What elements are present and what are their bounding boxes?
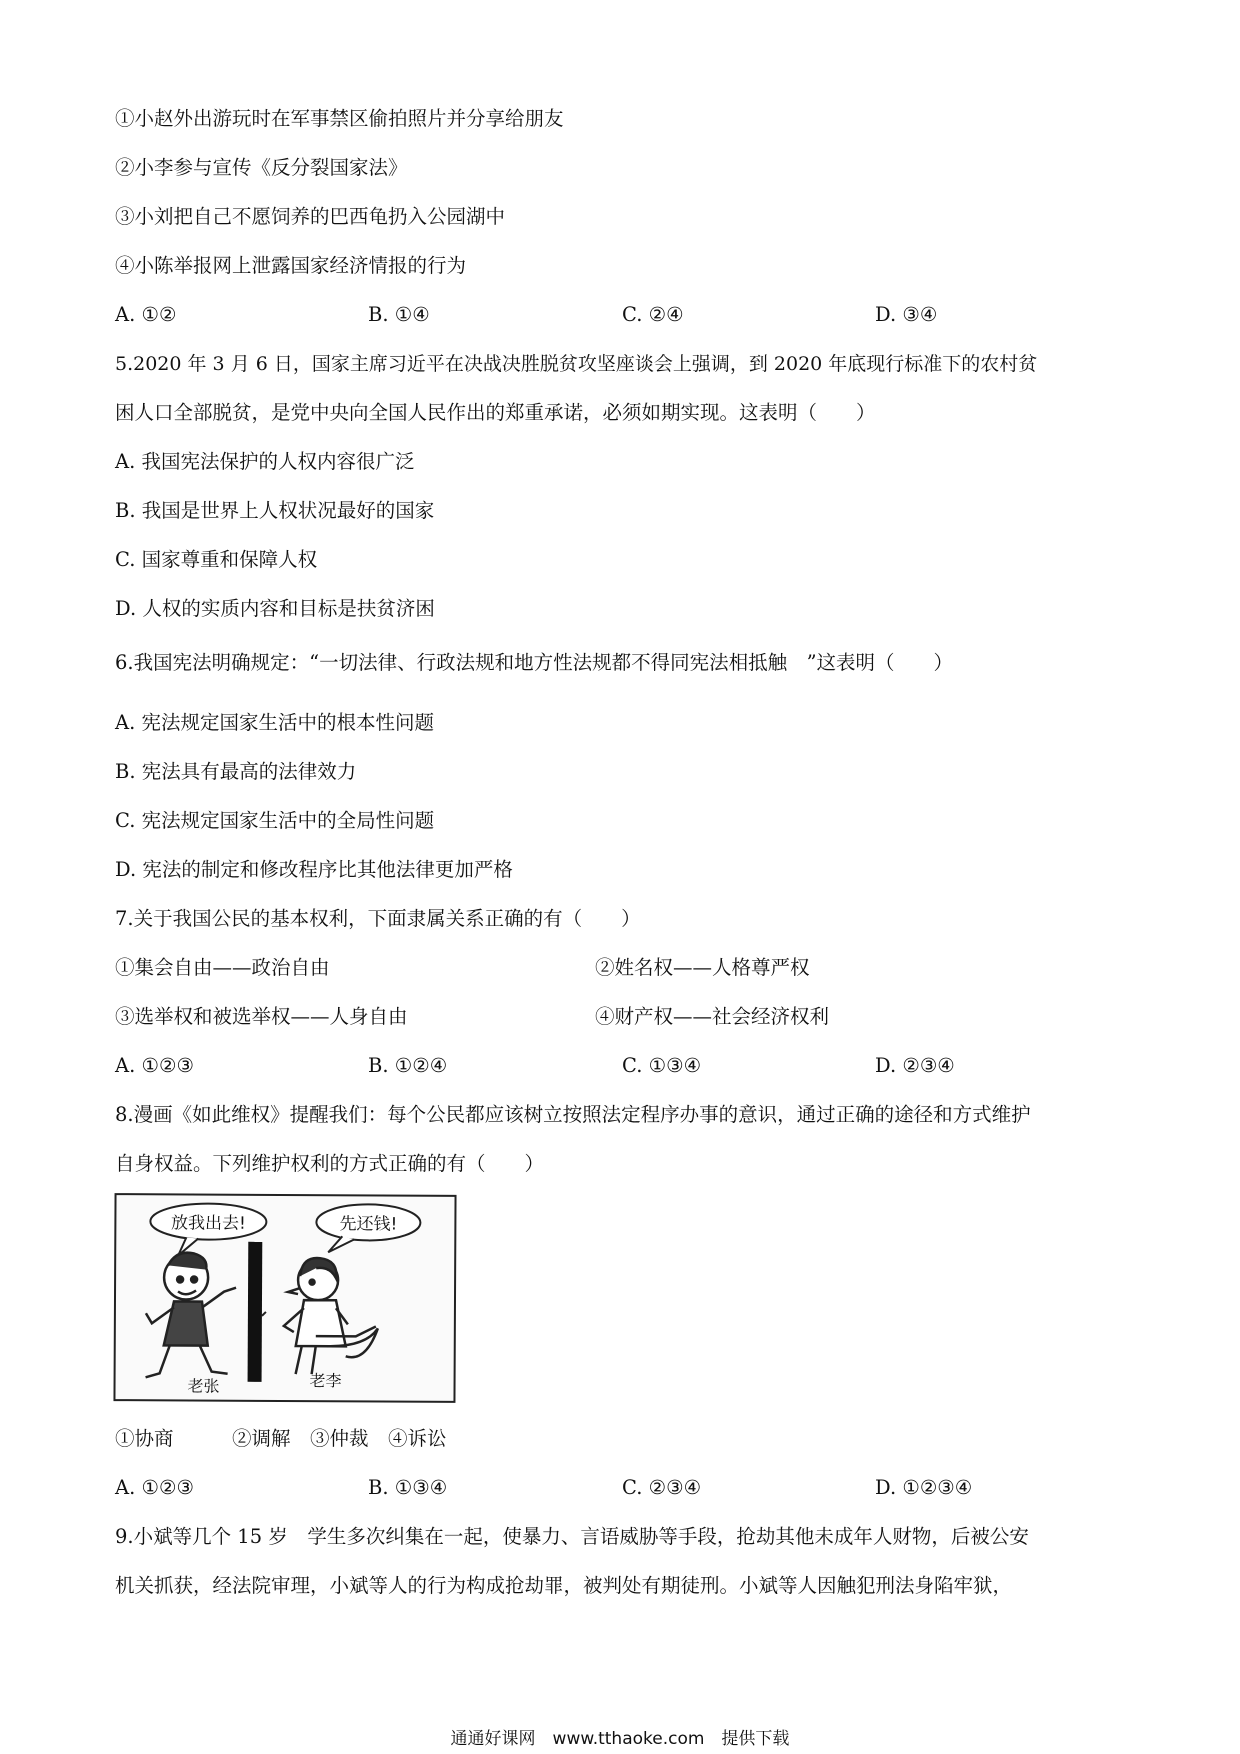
q9-stem-line2: 机关抓获，经法院审理，小斌等人的行为构成抢劫罪，被判处有期徒刑。小斌等人因触犯刑法身陷牢狱， (115, 1574, 1013, 1597)
figure-lao-zhang (146, 1252, 237, 1377)
q8-option-b: B. ①③④ (368, 1476, 448, 1499)
q6-option-a: A. 宪法规定国家生活中的根本性问题 (115, 711, 434, 734)
q5-option-c: C. 国家尊重和保障人权 (115, 548, 318, 571)
q5-option-b: B. 我国是世界上人权状况最好的国家 (115, 499, 435, 522)
q7-stem: 7.关于我国公民的基本权利，下面隶属关系正确的有（ ） (115, 907, 641, 930)
q7-item-4: ④财产权——社会经济权利 (595, 1005, 830, 1028)
q8-cartoon (113, 1193, 456, 1403)
bubble-right-text: 先还钱! (339, 1214, 398, 1235)
q4-option-a: A. ①② (115, 303, 177, 326)
page-footer: 通通好课网 www.tthaoke.com 提供下载 (450, 1729, 790, 1749)
q8-option-c: C. ②③④ (622, 1476, 702, 1499)
q7-option-a: A. ①②③ (115, 1054, 194, 1077)
q8-option-a: A. ①②③ (115, 1476, 194, 1499)
q5-option-a: A. 我国宪法保护的人权内容很广泛 (115, 450, 415, 473)
q5-option-d: D. 人权的实质内容和目标是扶贫济困 (115, 597, 435, 620)
bubble-left-text: 放我出去! (170, 1213, 246, 1234)
q4-option-d: D. ③④ (875, 303, 938, 326)
q7-item-3: ③选举权和被选举权——人身自由 (115, 1005, 408, 1028)
q6-stem: 6.我国宪法明确规定：“一切法律、行政法规和地方性法规都不得同宪法相抵触 ”这表明（ ） (115, 651, 954, 674)
q7-item-2: ②姓名权——人格尊严权 (595, 956, 810, 979)
q5-stem-line2: 困人口全部脱贫，是党中央向全国人民作出的郑重承诺，必须如期实现。这表明（ ） (115, 401, 876, 424)
q7-option-b: B. ①②④ (368, 1054, 448, 1077)
cartoon-drawing (115, 1195, 454, 1401)
q8-option-d: D. ①②③④ (875, 1476, 973, 1499)
q7-item-1: ①集会自由——政治自由 (115, 956, 330, 979)
q6-option-c: C. 宪法规定国家生活中的全局性问题 (115, 809, 435, 832)
name-left-label: 老张 (187, 1376, 220, 1396)
q8-items: ①协商 ②调解 ③仲裁 ④诉讼 (115, 1427, 447, 1450)
q6-option-b: B. 宪法具有最高的法律效力 (115, 760, 357, 783)
q9-stem-line1: 9.小斌等几个 15 岁 学生多次纠集在一起，使暴力、言语威胁等手段，抢劫其他未成年人财物，后被公安 (115, 1525, 1029, 1548)
q5-stem-line1: 5.2020 年 3 月 6 日，国家主席习近平在决战决胜脱贫攻坚座谈会上强调，到 2020 年底现行标准下的农村贫 (115, 353, 1038, 375)
q4-item-2: ②小李参与宣传《反分裂国家法》 (115, 156, 408, 179)
q8-stem-line2: 自身权益。下列维护权利的方式正确的有（ ） (115, 1152, 545, 1175)
q8-stem-line1: 8.漫画《如此维权》提醒我们：每个公民都应该树立按照法定程序办事的意识，通过正确的途径和方式维护 (115, 1103, 1031, 1126)
door-bar (248, 1242, 263, 1382)
q7-option-d: D. ②③④ (875, 1054, 955, 1077)
q4-item-4: ④小陈举报网上泄露国家经济情报的行为 (115, 254, 467, 277)
figure-lao-li (284, 1258, 379, 1375)
q4-item-1: ①小赵外出游玩时在军事禁区偷拍照片并分享给朋友 (115, 107, 564, 130)
name-right-label: 老李 (309, 1371, 342, 1391)
q7-option-c: C. ①③④ (622, 1054, 702, 1077)
q4-option-c: C. ②④ (622, 303, 684, 326)
q4-option-b: B. ①④ (368, 303, 430, 326)
q6-option-d: D. 宪法的制定和修改程序比其他法律更加严格 (115, 858, 513, 881)
q4-item-3: ③小刘把自己不愿饲养的巴西龟扔入公园湖中 (115, 205, 506, 228)
